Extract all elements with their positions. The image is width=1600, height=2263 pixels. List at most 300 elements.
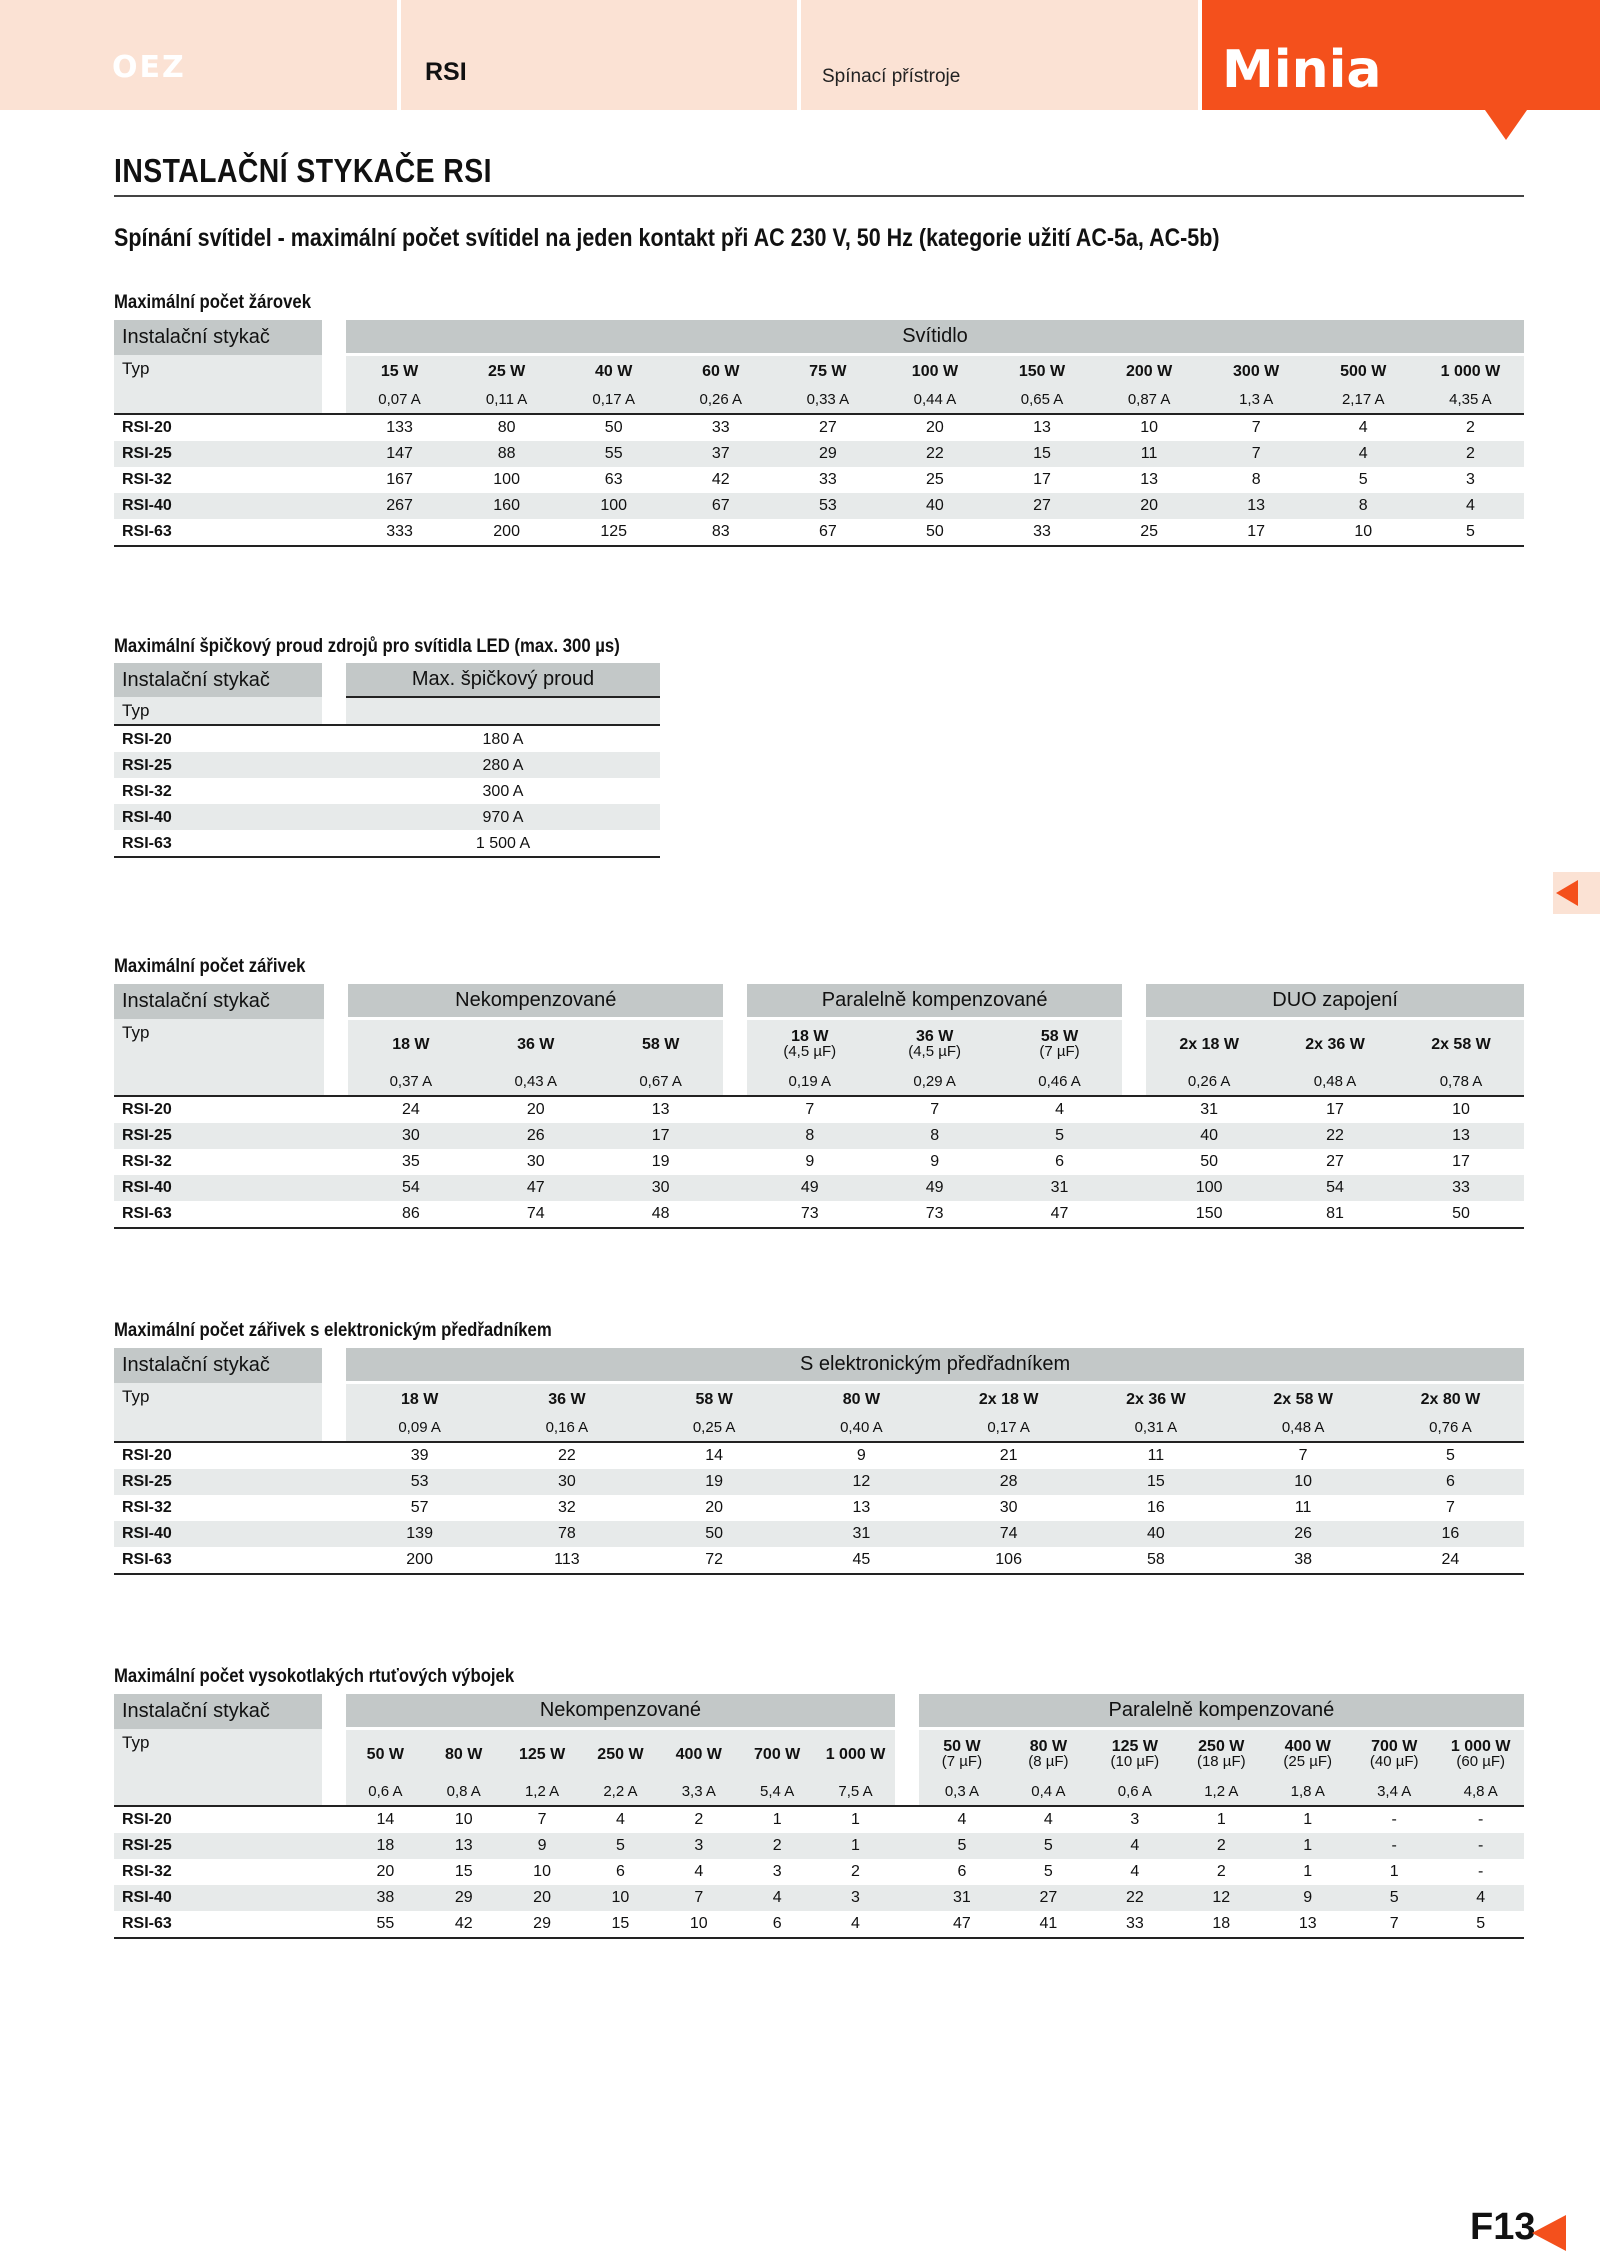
table-cell: 63 bbox=[604, 471, 623, 488]
table-cell: 48 bbox=[598, 1201, 723, 1228]
col-header-capacitance: (4,5 µF) bbox=[908, 1043, 962, 1061]
col-header-watt: 200 W bbox=[1125, 362, 1173, 380]
table-cell: 29 bbox=[774, 441, 881, 467]
col-header bbox=[1310, 355, 1417, 387]
row-label: RSI-25 bbox=[114, 752, 322, 778]
table-cell: 6 bbox=[1377, 1469, 1524, 1495]
table-cell: 20 bbox=[926, 419, 944, 436]
table-cell: 7 bbox=[1445, 1499, 1455, 1516]
table-cell: 25 bbox=[1096, 519, 1203, 546]
table-cell: 29 bbox=[425, 1885, 503, 1911]
table-cell: 20 bbox=[526, 1101, 545, 1118]
row-label: RSI-63 bbox=[114, 1201, 324, 1228]
table-cell: 31 bbox=[788, 1521, 935, 1547]
table-cell: 12 bbox=[1178, 1885, 1264, 1911]
table-cell: 50 bbox=[641, 1521, 788, 1547]
table-cell: 67 bbox=[667, 493, 774, 519]
table-cell: 2 bbox=[1465, 419, 1475, 436]
row-label: RSI-20 bbox=[122, 419, 172, 436]
col-header bbox=[503, 1729, 581, 1779]
table-cell: 2 bbox=[1216, 1863, 1226, 1880]
table-cell: 50 bbox=[1398, 1201, 1524, 1228]
table-cell: 7 bbox=[1251, 419, 1261, 436]
table-cell: 4 bbox=[1310, 441, 1417, 467]
col-header-current: 1,2 A bbox=[503, 1779, 581, 1806]
col-header-current: 1,3 A bbox=[1203, 387, 1310, 414]
col-header-current: 0,3 A bbox=[919, 1779, 1005, 1806]
table-cell: 167 bbox=[386, 471, 413, 488]
header-product: RSI bbox=[425, 58, 467, 86]
col-header-current: 2,2 A bbox=[581, 1779, 659, 1806]
col-header bbox=[1398, 1019, 1524, 1069]
col-header bbox=[1005, 1729, 1091, 1779]
table-cell: 12 bbox=[788, 1469, 935, 1495]
col-header bbox=[935, 1383, 1082, 1415]
group-header: Max. špičkový proud bbox=[346, 663, 660, 697]
row-label: RSI-63 bbox=[114, 830, 322, 857]
table-row bbox=[114, 1149, 1524, 1175]
table-cell: 47 bbox=[997, 1201, 1122, 1228]
table-cell: 180 A bbox=[482, 730, 524, 748]
table-cell: 20 bbox=[705, 1499, 724, 1516]
col-header-watt: 250 W bbox=[597, 1745, 644, 1763]
table-cell: 39 bbox=[410, 1447, 429, 1464]
row-label: RSI-20 bbox=[122, 1101, 172, 1118]
col-header bbox=[598, 1019, 723, 1069]
col-header-watt: 25 W bbox=[487, 362, 526, 380]
row-label: RSI-32 bbox=[122, 1499, 172, 1516]
table-cell: 5 bbox=[1043, 1863, 1053, 1880]
col-header-watt: 150 W bbox=[1018, 362, 1066, 380]
table-cell: 78 bbox=[493, 1521, 640, 1547]
header-brand-segment bbox=[1202, 0, 1600, 110]
col-header-watt: 400 W bbox=[1284, 1738, 1331, 1756]
table-row bbox=[114, 1175, 1524, 1201]
table-row bbox=[114, 1885, 1524, 1911]
table-cell: 45 bbox=[788, 1547, 935, 1574]
header-logo-segment bbox=[0, 0, 397, 110]
table-cell: 50 bbox=[881, 519, 988, 546]
table-cell: 29 bbox=[503, 1911, 581, 1938]
col-header-watt: 100 W bbox=[911, 362, 959, 380]
table-cell: 18 bbox=[1178, 1911, 1264, 1938]
table-cell: 10 bbox=[660, 1911, 738, 1938]
col-header-watt: 18 W bbox=[400, 1390, 439, 1408]
col-header-current: 0,07 A bbox=[346, 387, 453, 414]
table-cell: 33 bbox=[711, 419, 730, 436]
table-cell: 50 bbox=[1200, 1153, 1219, 1170]
col-header bbox=[1417, 355, 1524, 387]
title-divider bbox=[114, 195, 1524, 197]
table-electronic-ballast bbox=[114, 1348, 1524, 1575]
table-cell: 10 bbox=[1140, 419, 1158, 436]
table-cell: 6 bbox=[1055, 1153, 1064, 1170]
col-header bbox=[346, 355, 453, 387]
table-row bbox=[114, 830, 660, 857]
col-header-current: 1,2 A bbox=[1178, 1779, 1264, 1806]
table-cell: 3 bbox=[1130, 1811, 1140, 1828]
table-cell: 15 bbox=[988, 441, 1095, 467]
table-row bbox=[114, 778, 660, 804]
table-cell: 41 bbox=[1005, 1911, 1091, 1938]
table-cell: 20 bbox=[1096, 493, 1203, 519]
table-bulbs bbox=[114, 320, 1524, 547]
col-header-current: 0,26 A bbox=[1146, 1069, 1272, 1096]
table-cell: 16 bbox=[1377, 1521, 1524, 1547]
table-cell: 47 bbox=[473, 1175, 598, 1201]
col-header-current: 0,67 A bbox=[598, 1069, 723, 1096]
table-cell: 160 bbox=[453, 493, 560, 519]
col-header-capacitance: (40 µF) bbox=[1369, 1753, 1419, 1771]
col-header bbox=[1096, 355, 1203, 387]
table-row bbox=[114, 725, 660, 752]
group-header: Svítidlo bbox=[346, 320, 1524, 355]
row-label: RSI-20 bbox=[122, 1447, 172, 1464]
table-cell: 33 bbox=[1398, 1175, 1524, 1201]
table-cell: 33 bbox=[1092, 1911, 1178, 1938]
header-pointer-icon bbox=[1485, 110, 1527, 140]
row-label: RSI-25 bbox=[114, 441, 322, 467]
table-cell: 14 bbox=[705, 1447, 724, 1464]
col-header-watt: 1 000 W bbox=[825, 1745, 886, 1763]
table-cell: 14 bbox=[376, 1811, 395, 1828]
col-header-capacitance: (25 µF) bbox=[1283, 1753, 1333, 1771]
table-led-peak bbox=[114, 663, 660, 858]
table-cell: 1 bbox=[1389, 1863, 1399, 1880]
triangle-left-icon bbox=[1532, 2215, 1566, 2251]
table-cell: 5 bbox=[1351, 1885, 1437, 1911]
table-cell: 73 bbox=[747, 1201, 872, 1228]
table-cell: 1 bbox=[1265, 1833, 1351, 1859]
typ-label: Typ bbox=[114, 1729, 322, 1779]
table-cell: 17 bbox=[1326, 1101, 1344, 1118]
col-header-watt: 400 W bbox=[675, 1745, 722, 1763]
col-header bbox=[774, 355, 881, 387]
col-header-capacitance: (60 µF) bbox=[1456, 1753, 1506, 1771]
col-header-capacitance: (8 µF) bbox=[1028, 1753, 1069, 1771]
page-header bbox=[0, 0, 1600, 110]
table-cell: 13 bbox=[1265, 1911, 1351, 1938]
table-cell: 15 bbox=[581, 1911, 659, 1938]
col-header bbox=[1272, 1019, 1398, 1069]
table-cell: 81 bbox=[1272, 1201, 1398, 1228]
table-cell: 72 bbox=[641, 1547, 788, 1574]
table-cell: 2 bbox=[738, 1833, 816, 1859]
col-header-current: 3,4 A bbox=[1351, 1779, 1437, 1806]
col-header bbox=[1377, 1383, 1524, 1415]
table-cell: 24 bbox=[1377, 1547, 1524, 1574]
table-cell: 1 bbox=[1303, 1811, 1313, 1828]
table-cell: 27 bbox=[818, 419, 837, 436]
table-cell: 38 bbox=[346, 1885, 424, 1911]
table-row bbox=[114, 1521, 1524, 1547]
col-header bbox=[1146, 1019, 1272, 1069]
row-label: RSI-25 bbox=[114, 1469, 322, 1495]
row-label: RSI-25 bbox=[114, 1833, 322, 1859]
col-header-watt: 58 W bbox=[641, 1035, 680, 1053]
table-cell: 5 bbox=[1005, 1833, 1091, 1859]
col-header-watt: 700 W bbox=[1371, 1738, 1418, 1756]
col-header-current: 0,78 A bbox=[1398, 1069, 1524, 1096]
table-cell: 10 bbox=[454, 1811, 473, 1828]
table-cell: 4 bbox=[738, 1885, 816, 1911]
col-header-current: 0,8 A bbox=[425, 1779, 503, 1806]
table-cell: 3 bbox=[816, 1885, 894, 1911]
col-header-current: 0,33 A bbox=[774, 387, 881, 414]
col-header-stykac: Instalační stykač bbox=[114, 1694, 322, 1729]
table-cell: - bbox=[1478, 1863, 1484, 1880]
table-cell: 9 bbox=[930, 1153, 940, 1170]
table-cell: 1 bbox=[772, 1811, 782, 1828]
col-header-watt: 36 W bbox=[517, 1035, 555, 1053]
table-cell: 17 bbox=[598, 1123, 723, 1149]
table-row bbox=[114, 441, 1524, 467]
col-header-watt: 80 W bbox=[842, 1390, 881, 1408]
table-cell: 37 bbox=[667, 441, 774, 467]
table-cell: 26 bbox=[473, 1123, 598, 1149]
col-header-watt: 2x 18 W bbox=[1179, 1035, 1239, 1053]
table-cell: 6 bbox=[615, 1863, 625, 1880]
table-row bbox=[114, 1201, 1524, 1228]
table-cell: 7 bbox=[1351, 1911, 1437, 1938]
page-number: F13 bbox=[1470, 2206, 1536, 2248]
table-cell: 125 bbox=[560, 519, 667, 546]
table-cell: 31 bbox=[1200, 1101, 1219, 1118]
table-cell: 8 bbox=[1251, 471, 1261, 488]
table-cell: 1 bbox=[816, 1833, 894, 1859]
table-cell: 300 A bbox=[482, 782, 524, 800]
col-header-current: 3,3 A bbox=[660, 1779, 738, 1806]
table-cell: 88 bbox=[453, 441, 560, 467]
col-header-current: 0,6 A bbox=[1092, 1779, 1178, 1806]
table-cell: 133 bbox=[386, 419, 413, 436]
table-cell: 100 bbox=[560, 493, 667, 519]
table-cell: 1 bbox=[1303, 1863, 1313, 1880]
col-header-current: 0,29 A bbox=[872, 1069, 997, 1096]
row-label: RSI-32 bbox=[122, 1153, 172, 1170]
group-header-nekomp: Nekompenzované bbox=[346, 1694, 895, 1729]
row-label: RSI-32 bbox=[122, 782, 172, 800]
col-header-watt: 75 W bbox=[809, 362, 847, 380]
table-cell: 7 bbox=[805, 1101, 815, 1118]
col-header-capacitance: (18 µF) bbox=[1196, 1753, 1246, 1771]
table-cell: 5 bbox=[919, 1833, 1005, 1859]
table-row bbox=[114, 1123, 1524, 1149]
col-header-current: 0,65 A bbox=[988, 387, 1095, 414]
col-header-watt: 60 W bbox=[702, 362, 740, 380]
col-header-current: 0,46 A bbox=[997, 1069, 1122, 1096]
col-header-current: 2,17 A bbox=[1310, 387, 1417, 414]
table-cell: 9 bbox=[856, 1447, 866, 1464]
col-header-watt: 2x 36 W bbox=[1126, 1390, 1186, 1408]
col-header bbox=[997, 1019, 1122, 1069]
table-cell: 19 bbox=[651, 1153, 670, 1170]
group-header-nekomp: Nekompenzované bbox=[348, 984, 723, 1019]
group-header: S elektronickým předřadníkem bbox=[346, 1348, 1524, 1383]
table-cell: 27 bbox=[988, 493, 1095, 519]
table-cell: 31 bbox=[919, 1885, 1005, 1911]
row-label: RSI-40 bbox=[114, 1885, 322, 1911]
table-fluorescent bbox=[114, 984, 1524, 1229]
table-cell: 30 bbox=[598, 1175, 723, 1201]
row-label: RSI-63 bbox=[114, 519, 322, 546]
table-cell: 4 bbox=[1417, 493, 1524, 519]
table-cell: 1 bbox=[1216, 1811, 1226, 1828]
col-header-current: 0,87 A bbox=[1096, 387, 1203, 414]
table-cell: 7 bbox=[930, 1101, 940, 1118]
page-title: INSTALAČNÍ STYKAČE RSI bbox=[114, 152, 492, 189]
col-header bbox=[1178, 1729, 1264, 1779]
col-header-current: 0,4 A bbox=[1005, 1779, 1091, 1806]
table-cell: 21 bbox=[999, 1447, 1018, 1464]
table-cell: 7 bbox=[660, 1885, 738, 1911]
col-header-watt: 2x 58 W bbox=[1273, 1390, 1333, 1408]
table-cell: 74 bbox=[473, 1201, 598, 1228]
table-cell: 4 bbox=[615, 1811, 625, 1828]
table-cell: 200 bbox=[453, 519, 560, 546]
col-header-watt: 15 W bbox=[380, 362, 419, 380]
table-cell: 3 bbox=[660, 1833, 738, 1859]
col-header bbox=[641, 1383, 788, 1415]
table-cell: 4 bbox=[1092, 1833, 1178, 1859]
table1-title: Maximální počet žárovek bbox=[114, 292, 312, 313]
typ-label: Typ bbox=[114, 1383, 322, 1415]
col-header bbox=[738, 1729, 816, 1779]
table-cell: 9 bbox=[1265, 1885, 1351, 1911]
col-header-capacitance: (7 µF) bbox=[941, 1753, 983, 1771]
table-cell: 11 bbox=[1096, 441, 1203, 467]
col-header-current: 0,48 A bbox=[1230, 1415, 1377, 1442]
table-cell: 35 bbox=[401, 1153, 420, 1170]
col-header-current: 0,44 A bbox=[881, 387, 988, 414]
table-cell: 9 bbox=[805, 1153, 815, 1170]
col-header-stykac: Instalační stykač bbox=[114, 1348, 322, 1383]
row-label: RSI-25 bbox=[114, 1123, 324, 1149]
col-header-watt: 58 W bbox=[695, 1390, 733, 1408]
col-header-watt: 2x 36 W bbox=[1305, 1035, 1365, 1053]
col-header-current: 0,19 A bbox=[747, 1069, 872, 1096]
table4-title: Maximální počet zářivek s elektronickým předřadníkem bbox=[114, 1320, 552, 1341]
table-cell: 18 bbox=[346, 1833, 424, 1859]
col-header-watt: 58 W bbox=[1040, 1028, 1079, 1046]
col-header-watt: 700 W bbox=[754, 1745, 801, 1763]
col-header-current: 5,4 A bbox=[738, 1779, 816, 1806]
col-header-capacitance: (10 µF) bbox=[1110, 1753, 1160, 1771]
table-cell: 40 bbox=[1146, 1123, 1272, 1149]
table-cell: 40 bbox=[1082, 1521, 1229, 1547]
col-header bbox=[919, 1729, 1005, 1779]
col-header bbox=[788, 1383, 935, 1415]
col-header-current: 0,17 A bbox=[560, 387, 667, 414]
col-header bbox=[560, 355, 667, 387]
table-cell: 1 500 A bbox=[346, 830, 660, 857]
table-cell: 13 bbox=[1140, 471, 1158, 488]
table-row bbox=[114, 519, 1524, 546]
table-cell: 30 bbox=[526, 1153, 545, 1170]
table-cell: - bbox=[1391, 1811, 1397, 1828]
table-cell: 53 bbox=[346, 1469, 493, 1495]
side-nav-tab[interactable] bbox=[1553, 872, 1600, 914]
table-cell: 8 bbox=[747, 1123, 872, 1149]
table-cell: 4 bbox=[1043, 1811, 1053, 1828]
table-cell: 13 bbox=[651, 1101, 670, 1118]
col-header-capacitance: (4,5 µF) bbox=[783, 1043, 837, 1061]
table-cell: 7 bbox=[1203, 441, 1310, 467]
table-row bbox=[114, 1442, 1524, 1469]
table-cell: 42 bbox=[711, 471, 730, 488]
table-cell: 26 bbox=[1230, 1521, 1377, 1547]
row-label: RSI-40 bbox=[114, 804, 322, 830]
typ-label: Typ bbox=[114, 355, 322, 387]
typ-label: Typ bbox=[114, 697, 322, 725]
table-cell: 57 bbox=[410, 1499, 429, 1516]
col-header-stykac: Instalační stykač bbox=[114, 984, 324, 1019]
table-cell: 31 bbox=[997, 1175, 1122, 1201]
table-cell: 54 bbox=[348, 1175, 473, 1201]
col-header-current: 0,16 A bbox=[493, 1415, 640, 1442]
table-cell: 19 bbox=[641, 1469, 788, 1495]
table-cell: 11 bbox=[1147, 1447, 1165, 1464]
table-cell: 2 bbox=[1178, 1833, 1264, 1859]
col-header-watt: 300 W bbox=[1233, 362, 1280, 380]
table-cell: 4 bbox=[694, 1863, 704, 1880]
table-cell: 2 bbox=[694, 1811, 704, 1828]
group-header-paralel: Paralelně kompenzované bbox=[919, 1694, 1524, 1729]
col-header bbox=[988, 355, 1095, 387]
table-cell: 9 bbox=[503, 1833, 581, 1859]
table-cell: 58 bbox=[1082, 1547, 1229, 1574]
row-label: RSI-20 bbox=[122, 730, 172, 748]
col-header bbox=[1351, 1729, 1437, 1779]
col-header-current: 0,6 A bbox=[346, 1779, 424, 1806]
table-cell: 27 bbox=[1326, 1153, 1344, 1170]
col-header-watt: 125 W bbox=[1111, 1738, 1158, 1756]
group-header-paralel: Paralelně kompenzované bbox=[747, 984, 1122, 1019]
table-cell: 38 bbox=[1230, 1547, 1377, 1574]
col-header-current: 0,37 A bbox=[348, 1069, 473, 1096]
typ-label: Typ bbox=[114, 1019, 324, 1069]
table-row bbox=[114, 804, 660, 830]
table-cell: 24 bbox=[401, 1101, 420, 1118]
table-cell: 17 bbox=[1203, 519, 1310, 546]
table-cell: 150 bbox=[1146, 1201, 1272, 1228]
col-header-stykac: Instalační stykač bbox=[114, 320, 322, 355]
table-cell: 970 A bbox=[346, 804, 660, 830]
table-cell: 5 bbox=[1417, 519, 1524, 546]
table-cell: 5 bbox=[1358, 471, 1368, 488]
table-cell: 11 bbox=[1294, 1499, 1312, 1516]
col-header bbox=[816, 1729, 894, 1779]
table-cell: 22 bbox=[557, 1447, 576, 1464]
table-cell: 333 bbox=[346, 519, 453, 546]
table5-title: Maximální počet vysokotlakých rtuťových výbojek bbox=[114, 1666, 515, 1687]
table-cell: 2 bbox=[1417, 441, 1524, 467]
table-cell: 49 bbox=[872, 1175, 997, 1201]
col-header-watt: 1 000 W bbox=[1450, 1738, 1511, 1756]
row-label: RSI-20 bbox=[122, 1811, 172, 1828]
col-header-current: 0,11 A bbox=[453, 387, 560, 414]
table-cell: 113 bbox=[493, 1547, 640, 1574]
table-cell: 10 bbox=[1452, 1101, 1470, 1118]
header-category-segment bbox=[801, 0, 1198, 110]
table-row bbox=[114, 467, 1524, 493]
table-cell: 6 bbox=[738, 1911, 816, 1938]
table-cell: 33 bbox=[988, 519, 1095, 546]
col-header-watt: 500 W bbox=[1340, 362, 1387, 380]
col-header bbox=[346, 1383, 493, 1415]
table-cell: - bbox=[1437, 1833, 1524, 1859]
table-cell: 50 bbox=[604, 419, 623, 436]
